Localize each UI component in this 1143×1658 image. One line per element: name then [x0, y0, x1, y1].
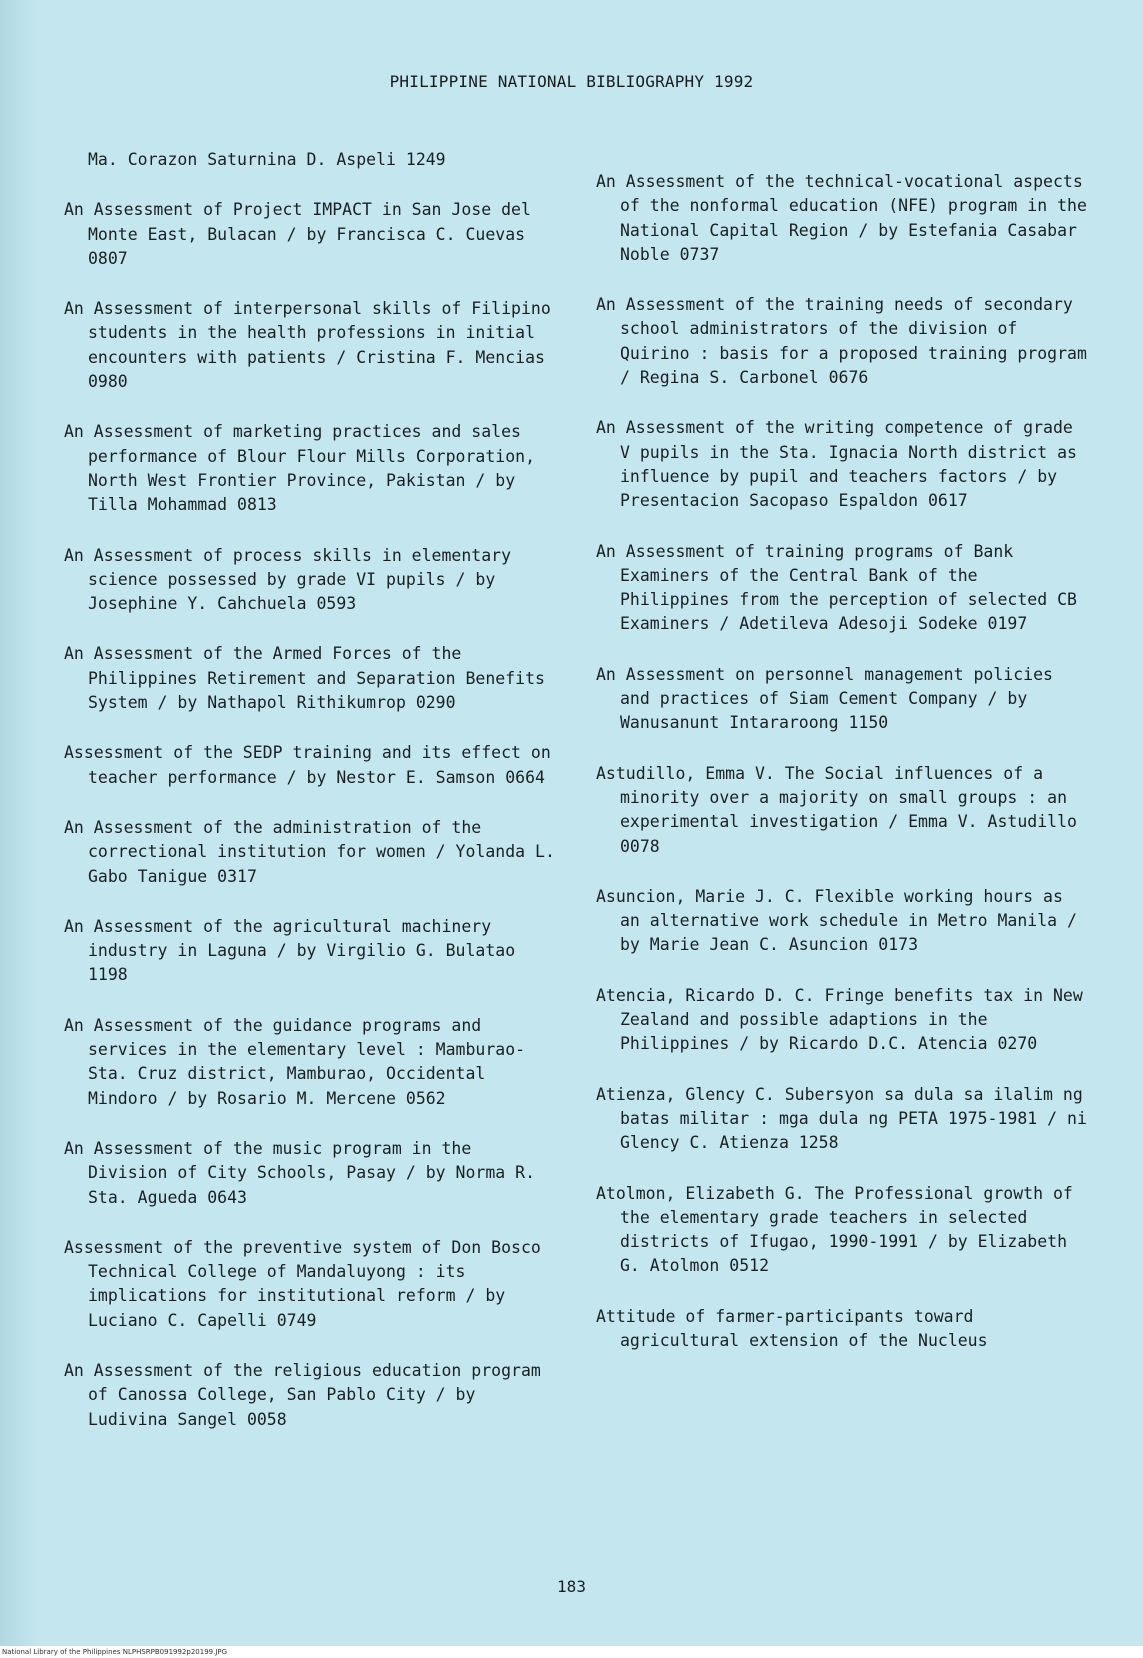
bibliography-entry: Assessment of the preventive system of Don Bosco Technical College of Mandaluyong : its implications for institutional reform / by Luciano C. Capelli 0749 [64, 1237, 541, 1330]
bibliography-entry: An Assessment of the agricultural machinery industry in Laguna / by Virgilio G. Bulatao 1198 [64, 916, 516, 985]
left-column [64, 148, 559, 1458]
bibliography-entry: Atolmon, Elizabeth G. The Professional growth of the elementary grade teachers in selected districts of Ifugao, 1990-1991 / by Elizabeth G. Atolmon 0512 [596, 1183, 1073, 1276]
bibliography-entry: An Assessment on personnel management policies and practices of Siam Cement Company / by Wanusanunt Intararoong 1150 [596, 664, 1053, 733]
bibliography-entry: An Assessment of process skills in elementary science possessed by grade VI pupils / by Josephine Y. Cahchuela 0593 [64, 545, 512, 614]
bibliography-entry: Attitude of farmer-participants toward agricultural extension of the Nucleus [596, 1306, 988, 1350]
bibliography-entry: An Assessment of marketing practices and sales performance of Blour Flour Mills Corporation, North West Frontier Province, Pakistan / by Tilla Mohammad 0813 [64, 422, 536, 515]
page-number: 183 [557, 1577, 586, 1596]
running-header: PHILIPPINE NATIONAL BIBLIOGRAPHY 1992 [389, 72, 754, 91]
bibliography-entry: An Assessment of the administration of the correctional institution for women / Yolanda L. Gabo Tanigue 0317 [64, 817, 555, 886]
bibliography-entry: An Assessment of the Armed Forces of the Philippines Retirement and Separation Benefits System / by Nathapol Rithikumrop 0290 [64, 644, 545, 713]
right-column [596, 170, 1091, 1379]
bibliography-entry: An Assessment of the guidance programs and services in the elementary level : Mamburao-Sta. Cruz district, Mamburao, Occidental Mindoro / by Rosario M. Mercene 0562 [64, 1015, 526, 1108]
bibliography-entry: An Assessment of Project IMPACT in San Jose del Monte East, Bulacan / by Francisca C. Cuevas 0807 [64, 200, 531, 268]
bibliography-entry: Atienza, Glency C. Subersyon sa dula sa ilalim ng batas militar : mga dula ng PETA 1975-1981 / ni Glency C. Atienza 1258 [596, 1084, 1087, 1153]
bibliography-entry: Ma. Corazon Saturnina D. Aspeli 1249 [88, 150, 446, 169]
bibliography-entry: An Assessment of the technical-vocational aspects of the nonformal education (NFE) program in the National Capital Region / by Estefania Casabar Noble 0737 [596, 172, 1087, 264]
bibliography-entry: An Assessment of the music program in the Division of City Schools, Pasay / by Norma R. Sta. Agueda 0643 [64, 1138, 536, 1207]
bibliography-entry: Asuncion, Marie J. C. Flexible working hours as an alternative work schedule in Metro Manila / by Marie Jean C. Asuncion 0173 [596, 886, 1077, 955]
bibliography-entry: An Assessment of the writing competence of grade V pupils in the Sta. Ignacia North district as influence by pupil and teachers factors / by Presentacion Sacopaso Espaldon 0617 [596, 418, 1077, 511]
bibliography-entry: Atencia, Ricardo D. C. Fringe benefits tax in New Zealand and possible adaptions in the Philippines / by Ricardo D.C. Atencia 0270 [596, 985, 1083, 1054]
bibliography-entry: An Assessment of training programs of Bank Examiners of the Central Bank of the Philippines from the perception of selected CB Examiners / Adetileva Adesoji Sodeke 0197 [596, 541, 1077, 634]
bibliography-entry: Assessment of the SEDP training and its effect on teacher performance / by Nestor E. Samson 0664 [64, 743, 551, 787]
bibliography-entry: An Assessment of the religious education program of Canossa College, San Pablo City / by Ludivina Sangel 0058 [64, 1360, 541, 1429]
bibliography-entry: An Assessment of interpersonal skills of Filipino students in the health professions in initial encounters with patients / Cristina F. Mencias 0980 [64, 299, 551, 392]
scan-credit: National Library of the Philippines NLPHSRPB091992p20199.JPG [0, 1646, 1143, 1658]
bibliography-entry: Astudillo, Emma V. The Social influences of a minority over a majority on small groups : an experimental investigation / Emma V. Astudillo 0078 [596, 763, 1077, 856]
bibliography-entry: An Assessment of the training needs of secondary school administrators of the division of Quirino : basis for a proposed training program / Regina S. Carbonel 0676 [596, 295, 1087, 388]
